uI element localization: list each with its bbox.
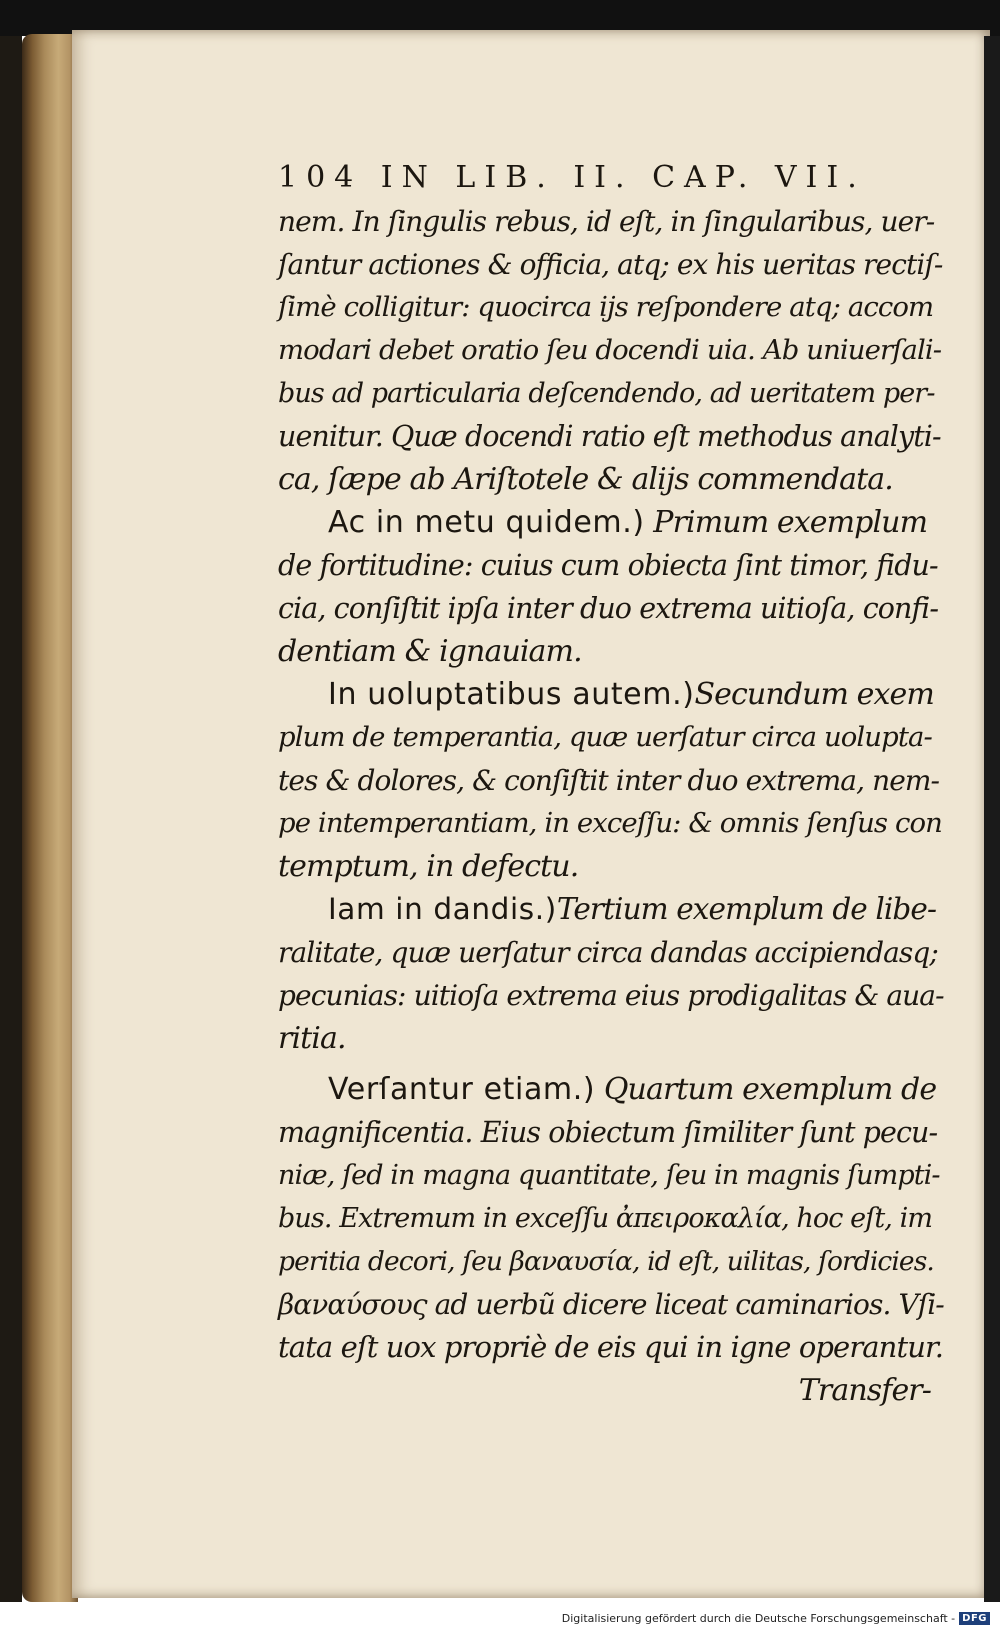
paragraph-1 xyxy=(278,200,943,501)
paragraph-2 xyxy=(278,501,943,673)
text-line: pe intemperantiam, in exceſſu: & omnis ſenſus con xyxy=(278,807,942,839)
text-line: magnificentia. Eius obiectum ſimiliter ſunt pecu- xyxy=(278,1116,938,1149)
text-line: βαναύσους ad uerbũ dicere liceat caminarios. Vſi- xyxy=(278,1288,944,1321)
running-head: 104 IN LIB. II. CAP. VII. xyxy=(278,160,866,195)
text-line: bus. Extremum in exceſſu ἀπειροκαλία, hoc eſt, im xyxy=(278,1203,933,1234)
book-page-edges xyxy=(22,34,78,1602)
scan-background-left xyxy=(0,36,22,1604)
text-line: tes & dolores, & conſiſtit inter duo extrema, nem- xyxy=(278,764,940,797)
text-line: niæ, ſed in magna quantitate, ſeu in magnis ſumpti- xyxy=(278,1160,940,1191)
text-line xyxy=(278,888,943,931)
credit-text: Digitalisierung gefördert durch die Deutsche Forschungsgemeinschaft - xyxy=(561,1612,956,1625)
text-line: ſimè colligitur: quocirca ijs reſpondere atq; accom xyxy=(278,291,934,323)
text-line: ſantur actiones & officia, atq; ex his ueritas rectiſ- xyxy=(278,248,943,281)
text-line: ralitate, quæ uerſatur circa dandas accipiendasq; xyxy=(278,936,938,969)
paragraph-3 xyxy=(278,673,943,888)
text-line: plum de temperantia, quæ uerſatur circa uolupta- xyxy=(278,721,932,753)
lemma: Ac in metu quidem.) xyxy=(328,505,645,540)
digitization-credit xyxy=(562,1612,990,1625)
text-line: bus ad particularia deſcendendo, ad ueritatem per- xyxy=(278,378,935,409)
dfg-logo-icon: DFG xyxy=(959,1612,990,1625)
text-line: modari debet oratio ſeu docendi uia. Ab uniuerſali- xyxy=(278,334,942,366)
scan-background-right xyxy=(984,36,1000,1604)
paragraph-5 xyxy=(278,1068,943,1369)
text-line: tata eſt uox propriè de eis qui in igne operantur. xyxy=(278,1330,944,1364)
text-line: cia, conſiſtit ipſa inter duo extrema uitioſa, confi- xyxy=(278,592,939,625)
text-block xyxy=(278,156,943,1412)
text-line xyxy=(278,673,943,716)
text-span: Quartum exemplum de xyxy=(595,1072,937,1107)
text-line: de fortitudine: cuius cum obiecta ſint timor, fidu- xyxy=(278,549,938,582)
text-span: Secundum exem xyxy=(694,677,934,712)
lemma: In uoluptatibus autem.) xyxy=(328,677,695,712)
lemma: Verſantur etiam.) xyxy=(328,1072,596,1107)
text-line: ca, ſæpe ab Ariſtotele & alijs commendata. xyxy=(278,462,893,497)
text-line: temptum, in defectu. xyxy=(278,849,579,884)
text-span: Tertium exemplum de libe- xyxy=(556,892,937,926)
text-line: dentiam & ignauiam. xyxy=(278,634,582,669)
text-line xyxy=(278,501,943,544)
lemma: Iam in dandis.) xyxy=(328,892,557,926)
text-line: ritia. xyxy=(278,1021,346,1056)
paragraph-4 xyxy=(278,888,943,1060)
text-span: Primum exemplum xyxy=(644,505,928,540)
text-line: peritia decori, ſeu βαναυσία, id eſt, uilitas, ſordicies. xyxy=(278,1246,934,1277)
catchword: Transfer- xyxy=(798,1373,931,1408)
text-line: uenitur. Quæ docendi ratio eſt methodus analyti- xyxy=(278,420,941,453)
text-line: nem. In ſingulis rebus, id eſt, in ſingularibus, uer- xyxy=(278,205,935,238)
text-line xyxy=(278,1068,943,1111)
text-line: pecunias: uitioſa extrema eius prodigalitas & aua- xyxy=(278,979,944,1012)
